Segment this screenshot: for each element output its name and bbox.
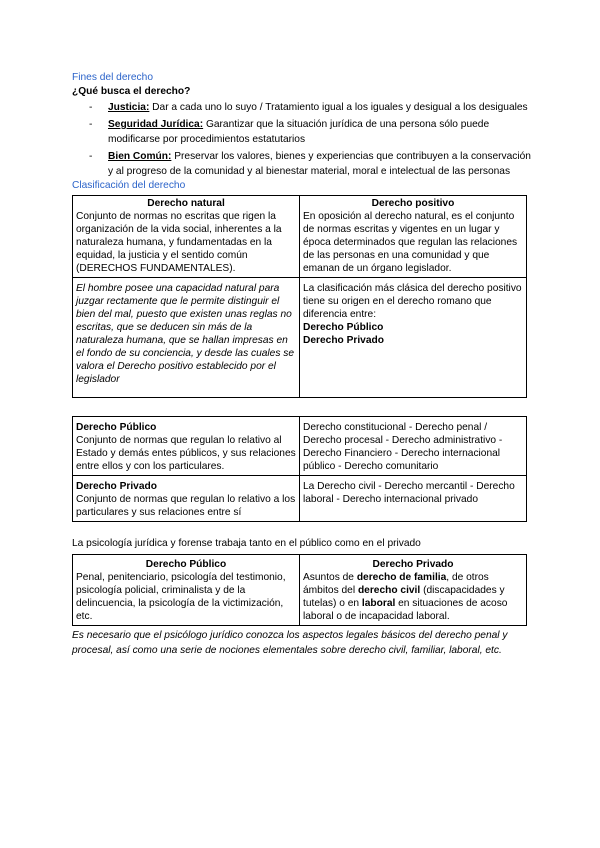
term-justicia: Justicia: xyxy=(108,102,150,113)
cell-title: Derecho positivo xyxy=(371,198,455,209)
text-bien-comun: Preservar los valores, bienes y experiencias que contribuyen a la conservación y al progreso de la comunidad y al bienestar material, moral e intelectual de las personas xyxy=(108,151,531,177)
text-justicia: Dar a cada uno lo suyo / Tratamiento igual a los iguales y desigual a los desiguales xyxy=(149,102,528,113)
heading-fines-del-derecho: Fines del derecho xyxy=(72,72,153,83)
cell-text: Conjunto de normas no escritas que rigen la organización de la vida social, inherentes a la naturaleza humana, y fundamentadas en la equidad, la justicia y el sentido común (DERECHOS FUNDAMENTALES). xyxy=(76,211,282,274)
cell-italic-text: El hombre posee una capacidad natural para juzgar rectamente que le permite distinguir el bien del mal, puesto que existen unas reglas no escritas, que se deducen sin más de la naturaleza humana, que se hallan impresas en el fondo de su conciencia, y desde las cuales se valora el Derecho positivo establecido por el legislador xyxy=(76,283,295,385)
cell-text: La Derecho civil - Derecho mercantil - Derecho laboral - Derecho internacional privado xyxy=(303,481,515,505)
cell-text: Derecho constitucional - Derecho penal / Derecho procesal - Derecho administrativo - Derecho Financiero - Derecho internacional público - Derecho comunitario xyxy=(303,422,503,472)
cell-derecho-natural xyxy=(73,196,300,278)
table-psicologia xyxy=(72,554,527,626)
cell-bold-publico: Derecho Público xyxy=(303,322,384,333)
cell-title: Derecho Privado xyxy=(76,481,157,492)
dash-bullet: - xyxy=(89,102,93,113)
text-seguridad-juridica: Garantizar que la situación jurídica de una persona sólo puede modificarse por procedimientos estatutarios xyxy=(108,119,490,145)
cell-text-part: (discapacidades y tutelas) o en xyxy=(303,585,505,609)
cell-text-part: en situaciones de acoso laboral o de incapacidad laboral. xyxy=(303,598,508,622)
term-seguridad-juridica: Seguridad Jurídica: xyxy=(108,119,204,130)
cell-text: En oposición al derecho natural, es el conjunto de normas escritas y vigentes en un lugar y época determinados que regulan las relaciones de las personas en una comunidad y que emanan de un órgano legislador. xyxy=(303,211,518,274)
cell-text: Conjunto de normas que regulan lo relativo al Estado y demás entes públicos, y sus relaciones entre ellos y con los particulares. xyxy=(76,435,296,472)
table-row xyxy=(73,278,527,398)
bold-derecho-familia: derecho de familia xyxy=(356,572,447,583)
cell-text-part: , de otros ámbitos del xyxy=(303,572,489,596)
cell-ramas-privado xyxy=(300,476,527,522)
table-natural-positivo xyxy=(72,195,527,398)
cell-text-part: Asuntos de xyxy=(303,572,357,583)
cell-title: Derecho Privado xyxy=(372,559,454,570)
cell-ramas-publico xyxy=(300,417,527,476)
cell-clasificacion-clasica xyxy=(300,278,527,398)
cell-title: Derecho Público xyxy=(76,422,157,433)
cell-derecho-publico xyxy=(73,417,300,476)
bold-laboral: laboral xyxy=(361,598,396,609)
list-item-seguridad-juridica xyxy=(72,117,532,147)
cell-natural-quote xyxy=(73,278,300,398)
cell-psicologia-publico xyxy=(73,555,300,626)
cell-title: Derecho Público xyxy=(145,559,227,570)
psicologia-note: La psicología jurídica y forense trabaja tanto en el público como en el privado xyxy=(72,538,421,549)
list-item-bien-comun xyxy=(72,149,532,179)
cell-bold-privado: Derecho Privado xyxy=(303,335,384,346)
cell-derecho-privado xyxy=(73,476,300,522)
table-row xyxy=(73,476,527,522)
table-row xyxy=(73,555,527,626)
list-item-justicia xyxy=(72,100,532,115)
table-row xyxy=(73,196,527,278)
cell-title: Derecho natural xyxy=(147,198,225,209)
dash-bullet: - xyxy=(89,151,93,162)
table-row xyxy=(73,417,527,476)
cell-derecho-positivo xyxy=(300,196,527,278)
fines-list xyxy=(72,100,532,179)
term-bien-comun: Bien Común: xyxy=(108,151,172,162)
cell-psicologia-privado xyxy=(300,555,527,626)
document-page xyxy=(72,71,532,668)
bold-derecho-civil: derecho civil xyxy=(357,585,421,596)
heading-clasificacion-del-derecho: Clasificación del derecho xyxy=(72,180,186,191)
cell-text: Conjunto de normas que regulan lo relativo a los particulares y sus relaciones entre sí xyxy=(76,494,296,518)
cell-text: Penal, penitenciario, psicología del testimonio, psicología policial, criminalista y de la delincuencia, la psicología de la victimización, etc. xyxy=(76,572,286,622)
table-publico-privado xyxy=(72,416,527,522)
cell-text: La clasificación más clásica del derecho positivo tiene su origen en el derecho romano que diferencia entre: xyxy=(303,283,522,320)
footer-note: Es necesario que el psicólogo jurídico conozca los aspectos legales básicos del derecho penal y procesal, así como una serie de nociones elementales sobre derecho civil, familiar, laboral, etc. xyxy=(72,630,508,656)
question-que-busca: ¿Qué busca el derecho? xyxy=(72,86,191,97)
dash-bullet: - xyxy=(89,119,93,130)
